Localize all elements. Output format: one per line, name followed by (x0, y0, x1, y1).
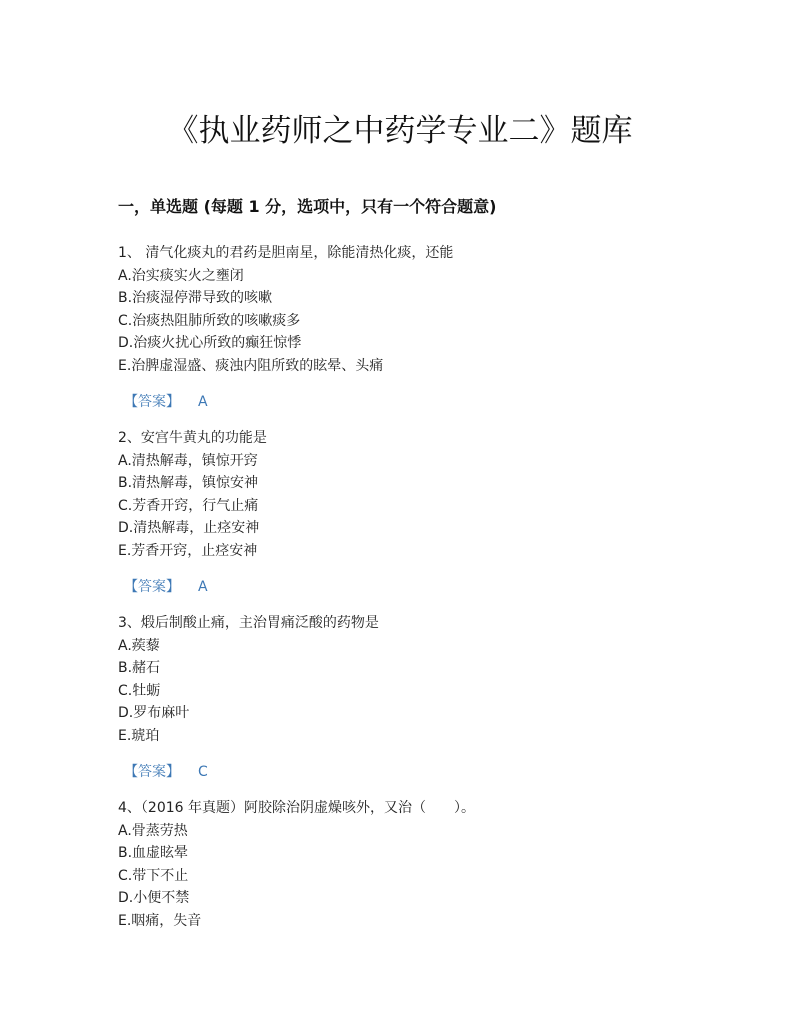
option-c: C.牡蛎 (118, 682, 161, 699)
option-a: A.骨蒸劳热 (118, 822, 188, 839)
option-e: E.咽痛，失音 (118, 912, 202, 929)
option-e: E.芳香开窍，止痉安神 (118, 542, 258, 559)
option-c: C.带下不止 (118, 867, 189, 884)
option-e: E.治脾虚湿盛、痰浊内阻所致的眩晕、头痛 (118, 357, 384, 374)
page-title: 《执业药师之中药学专业二》题库 (167, 113, 633, 149)
answer-label: 【答案】 (124, 764, 180, 780)
option-b: B.赭石 (118, 660, 161, 676)
option-d: D.清热解毒，止痉安神 (118, 520, 260, 536)
option-d: D.小便不禁 (118, 890, 190, 906)
question-1 (118, 242, 718, 377)
option-c: C.芳香开窍，行气止痛 (118, 497, 259, 514)
answer-2 (124, 577, 208, 597)
question-stem: 3、煅后制酸止痛，主治胃痛泛酸的药物是 (118, 615, 379, 631)
question-2 (118, 427, 718, 562)
option-c: C.治痰热阻肺所致的咳嗽痰多 (118, 312, 301, 329)
option-b: B.治痰湿停滞导致的咳嗽 (118, 290, 273, 306)
option-d: D.治痰火扰心所致的癫狂惊悸 (118, 335, 302, 351)
option-a: A.蒺藜 (118, 637, 160, 654)
question-stem: 2、安宫牛黄丸的功能是 (118, 430, 267, 446)
answer-label: 【答案】 (124, 394, 180, 410)
section-heading: 一，单选题 (每题 1 分，选项中，只有一个符合题意) (118, 197, 497, 216)
question-3 (118, 612, 718, 747)
answer-value: A (198, 394, 208, 410)
option-b: B.血虚眩晕 (118, 845, 189, 861)
question-stem: 1、 清气化痰丸的君药是胆南星，除能清热化痰，还能 (118, 245, 454, 261)
answer-value: A (198, 579, 208, 595)
option-b: B.清热解毒，镇惊安神 (118, 475, 259, 491)
option-a: A.治实痰实火之壅闭 (118, 267, 244, 284)
option-a: A.清热解毒，镇惊开窍 (118, 452, 258, 469)
question-4 (118, 797, 718, 932)
option-e: E.琥珀 (118, 727, 160, 744)
option-d: D.罗布麻叶 (118, 705, 190, 721)
answer-1 (124, 392, 208, 412)
answer-label: 【答案】 (124, 579, 180, 595)
answer-value: C (198, 764, 208, 780)
question-stem: 4、（2016 年真题）阿胶除治阴虚燥咳外，又治（ ）。 (118, 800, 475, 816)
answer-3 (124, 762, 208, 782)
